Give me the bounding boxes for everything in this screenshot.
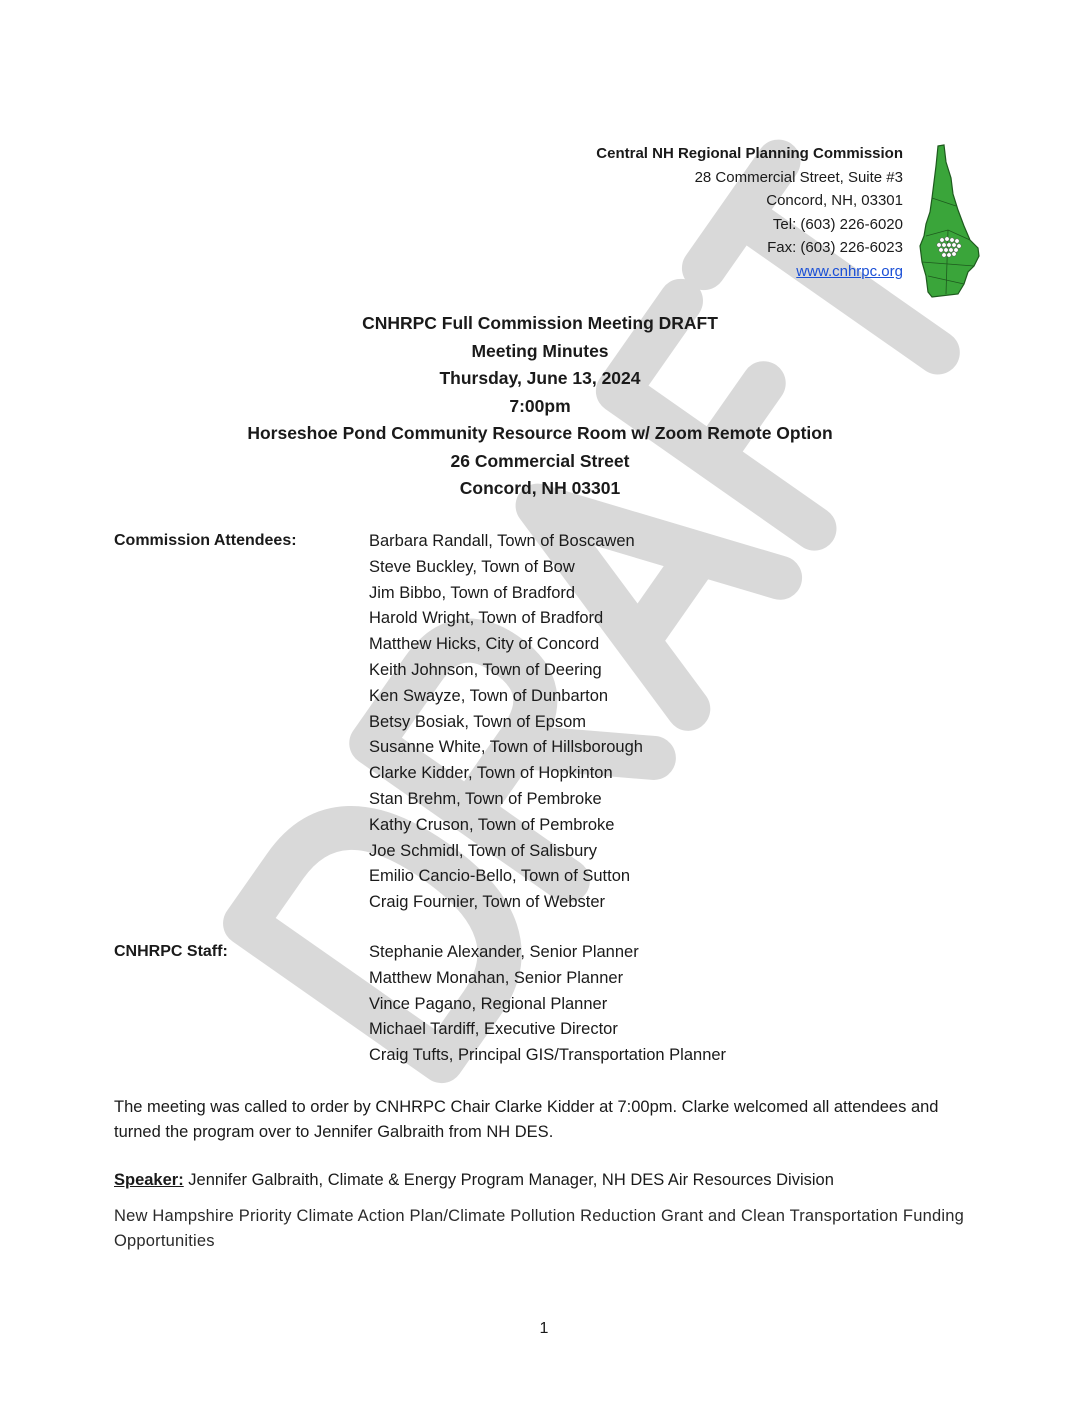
list-item: Joe Schmidl, Town of Salisbury [369,841,598,860]
attendees-list [369,529,643,916]
list-item: Craig Tufts, Principal GIS/Transportation Planner [369,1046,727,1065]
speaker-line [114,1168,984,1193]
intro-paragraph: The meeting was called to order by CNHRPC Chair Clarke Kidder at 7:00pm. Clarke welcomed all attendees and turned the program over to Jennifer Galbraith from NH DES. [114,1098,939,1141]
website-link[interactable]: www.cnhrpc.org [796,262,903,280]
page-number: 1 [539,1320,549,1337]
list-item: Craig Fournier, Town of Webster [369,893,605,912]
list-item: Barbara Randall, Town of Boscawen [369,532,635,550]
list-item: Harold Wright, Town of Bradford [369,609,604,628]
list-item: Matthew Hicks, City of Concord [369,635,600,654]
list-item: Matthew Monahan, Senior Planner [369,968,624,987]
list-item: Jim Bibbo, Town of Bradford [369,583,576,602]
meeting-time: 7:00pm [509,395,571,416]
speaker-label: Speaker: [114,1171,184,1189]
staff-list [369,940,726,1069]
meeting-title-block [0,310,1088,503]
list-item: Emilio Cancio-Bello, Town of Sutton [369,867,631,886]
speaker-text: Jennifer Galbraith, Climate & Energy Program Manager, NH DES Air Resources Division [183,1171,834,1189]
org-header [596,142,903,283]
meeting-city: Concord, NH 03301 [459,478,621,498]
minutes-heading: Meeting Minutes [471,340,609,361]
list-item: Stan Brehm, Town of Pembroke [369,789,602,808]
meeting-location: Horseshoe Pond Community Resource Room w/ Zoom Remote Option [247,423,833,443]
meeting-street: 26 Commercial Street [450,450,630,471]
list-item: Ken Swayze, Town of Dunbarton [369,686,609,705]
list-item: Stephanie Alexander, Senior Planner [369,943,639,961]
list-item: Kathy Cruson, Town of Pembroke [369,815,615,834]
list-item: Vince Pagano, Regional Planner [369,994,608,1013]
staff-label: CNHRPC Staff: [114,943,228,960]
attendees-label: Commission Attendees: [114,532,297,549]
address-line2: Concord, NH, 03301 [766,192,903,209]
list-item: Betsy Bosiak, Town of Epsom [369,712,587,731]
org-name: Central NH Regional Planning Commission [596,145,903,162]
list-item: Clarke Kidder, Town of Hopkinton [369,764,613,783]
meeting-title: CNHRPC Full Commission Meeting DRAFT [362,313,718,333]
address-line1: 28 Commercial Street, Suite #3 [694,168,903,186]
list-item: Steve Buckley, Town of Bow [369,557,575,576]
new-hampshire-map-icon [918,144,980,300]
list-item: Susanne White, Town of Hillsborough [369,738,643,757]
tel-line: Tel: (603) 226-6020 [772,215,903,233]
list-item: Keith Johnson, Town of Deering [369,660,602,679]
presentation-topic: New Hampshire Priority Climate Action Plan/Climate Pollution Reduction Grant and Clean Transportation Funding Opportunities [114,1207,964,1250]
meeting-date: Thursday, June 13, 2024 [439,368,641,388]
fax-line: Fax: (603) 226-6023 [767,239,903,256]
list-item: Michael Tardiff, Executive Director [369,1020,618,1039]
